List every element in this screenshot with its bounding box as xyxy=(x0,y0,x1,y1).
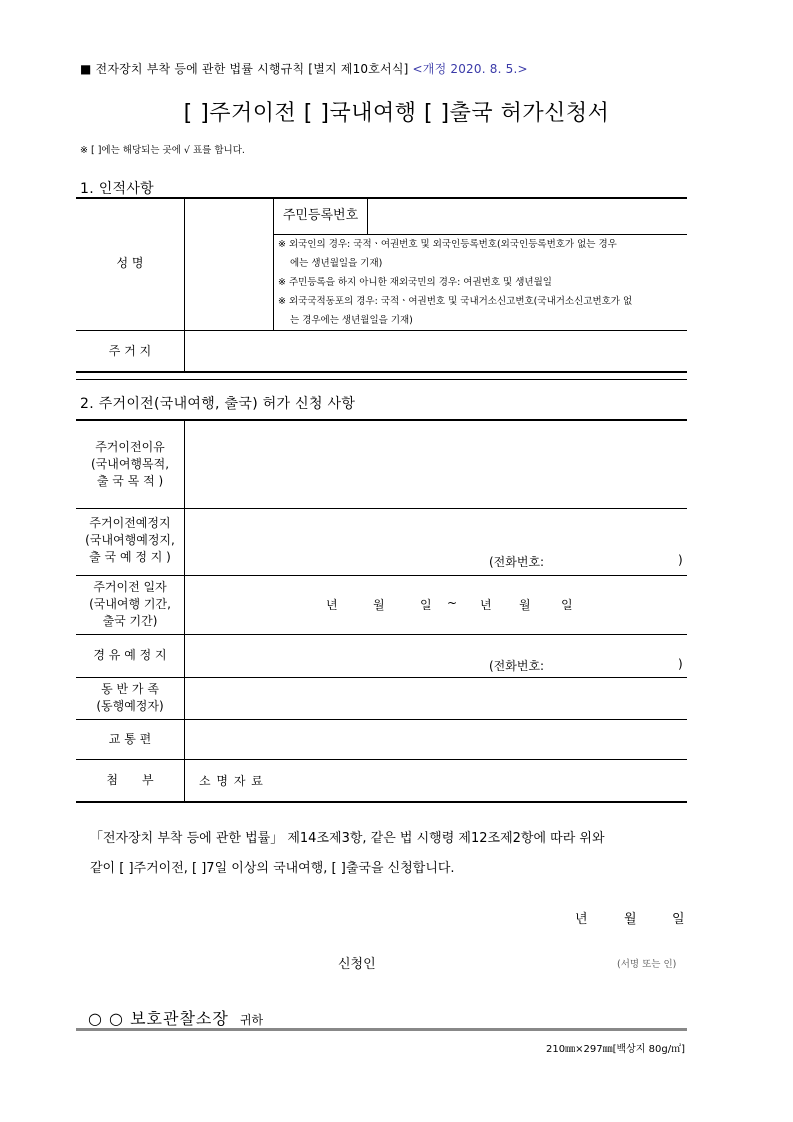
note-foreigner: ※ 외국인의 경우: 국적ㆍ여권번호 및 외국인등록번호(외국인등록번호가 없는 경우 xyxy=(278,239,617,250)
note-overseas-korean: ※ 주민등록을 하지 아니한 재외국민의 경우: 여권번호 및 생년월일 xyxy=(278,277,552,288)
reason-field[interactable] xyxy=(185,421,687,508)
attachment-label: 첨 부 xyxy=(106,773,154,787)
address-field[interactable] xyxy=(185,331,687,371)
date-year-from: 년 xyxy=(326,598,338,612)
applicant-label: 신청인 xyxy=(338,957,376,972)
date-day-to: 일 xyxy=(561,598,573,612)
via-label: 경 유 예 정 지 xyxy=(93,648,167,662)
destination-phone-open: (전화번호: xyxy=(489,555,545,569)
applicant-field[interactable] xyxy=(395,950,605,972)
rrn-field[interactable] xyxy=(368,199,687,234)
date-field[interactable] xyxy=(185,576,687,634)
statement xyxy=(90,824,690,884)
note-foreigner-cont: 에는 생년월일을 기재) xyxy=(290,258,383,269)
destination-phone-close: ) xyxy=(678,553,683,567)
date-day-from: 일 xyxy=(420,598,432,612)
note-foreign-compatriot: ※ 외국국적동포의 경우: 국적ㆍ여권번호 및 국내거소신고번호(국내거소신고번호가 없 xyxy=(278,296,633,307)
transport-field[interactable] xyxy=(185,720,687,759)
date-range-tilde: ~ xyxy=(447,596,458,610)
recipient-name: ○ ○ 보호관찰소장 xyxy=(88,1009,229,1028)
checkbox-note: ※ [ ]에는 해당되는 곳에 √ 표를 합니다. xyxy=(80,145,245,156)
statement-line-2: 같이 [ ]주거이전, [ ]7일 이상의 국내여행, [ ]출국을 신청합니다. xyxy=(90,861,455,876)
rrn-label: 주민등록번호 xyxy=(282,208,359,223)
recipient xyxy=(88,1006,263,1029)
form-reference xyxy=(80,60,528,77)
form-id: ■ 전자장치 부착 등에 관한 법률 시행규칙 [별지 제10호서식] xyxy=(80,62,409,76)
request-table xyxy=(76,419,687,803)
reason-label: 주거이전이유 (국내여행목적, 출 국 목 적 ) xyxy=(90,440,170,488)
personal-info-table xyxy=(76,197,687,373)
companion-label: 동 반 가 족 (동행예정자) xyxy=(96,682,164,713)
date-label: 주거이전 일자 (국내여행 기간, 출국 기간) xyxy=(89,580,171,628)
destination-label: 주거이전예정지 (국내여행예정지, 출 국 예 정 지 ) xyxy=(85,516,175,564)
statement-line-1: 「전자장치 부착 등에 관한 법률」 제14조제3항, 같은 법 시행령 제12조제2항에 따라 위와 xyxy=(90,831,605,846)
sign-year: 년 xyxy=(575,912,588,927)
name-field[interactable] xyxy=(185,199,273,330)
revision-date: <개정 2020. 8. 5.> xyxy=(412,62,528,76)
sign-day: 일 xyxy=(672,912,685,927)
date-month-to: 월 xyxy=(519,598,531,612)
form-title: [ ]주거이전 [ ]국내여행 [ ]출국 허가신청서 xyxy=(183,101,610,126)
via-phone-field[interactable] xyxy=(556,659,674,675)
transport-label: 교 통 편 xyxy=(108,732,152,746)
sign-month: 월 xyxy=(624,912,637,927)
footer-rule xyxy=(76,1028,687,1031)
note-foreign-compatriot-cont: 는 경우에는 생년월일을 기재) xyxy=(290,315,413,326)
date-year-to: 년 xyxy=(480,598,492,612)
name-label: 성 명 xyxy=(116,256,144,270)
via-phone-open: (전화번호: xyxy=(489,659,545,673)
signature-hint: (서명 또는 인) xyxy=(617,959,677,970)
via-phone-close: ) xyxy=(678,657,683,671)
address-label: 주 거 지 xyxy=(108,344,152,358)
attachment-value: 소 명 자 료 xyxy=(199,774,264,788)
section2-heading: 2. 주거이전(국내여행, 출국) 허가 신청 사항 xyxy=(80,396,356,412)
foreigner-notes xyxy=(278,235,683,330)
destination-phone-field[interactable] xyxy=(556,555,674,571)
paper-spec: 210㎜×297㎜[백상지 80g/㎡] xyxy=(546,1044,685,1055)
date-month-from: 월 xyxy=(373,598,385,612)
recipient-suffix: 귀하 xyxy=(239,1013,264,1027)
companion-field[interactable] xyxy=(185,678,687,719)
section1-heading: 1. 인적사항 xyxy=(80,181,155,197)
section-divider xyxy=(76,379,687,380)
